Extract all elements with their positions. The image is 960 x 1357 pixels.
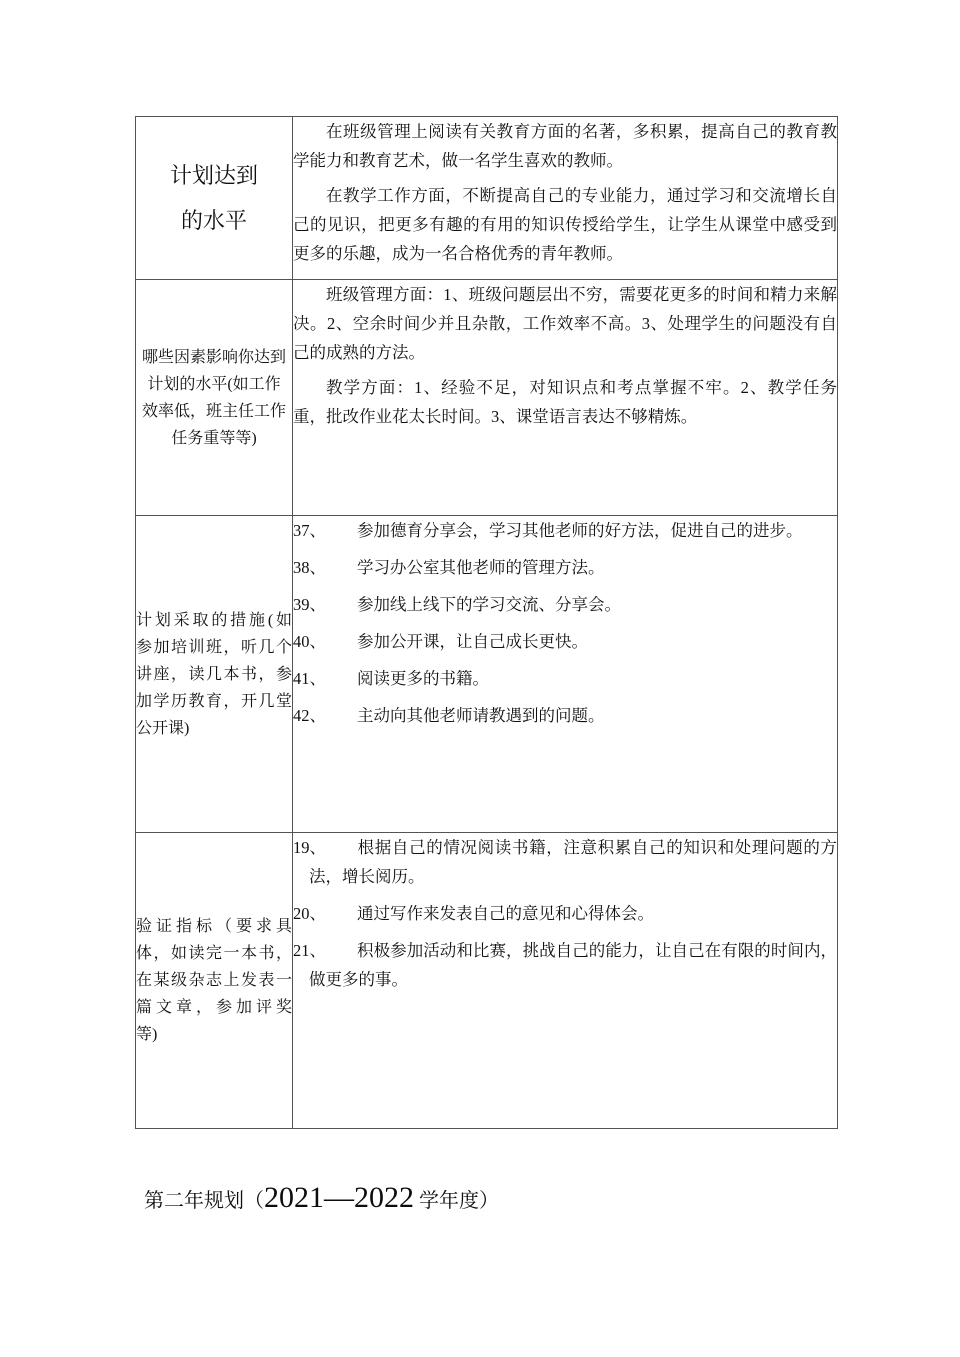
section-heading bbox=[144, 1176, 499, 1223]
heading-prefix: 第二年规划（ bbox=[144, 1190, 264, 1212]
paragraph: 在班级管理上阅读有关教育方面的名著，多积累，提高自己的教育教学能力和教育艺术，做一名学生喜欢的教师。 bbox=[293, 122, 837, 170]
label-line: 效率低，班主任工作 bbox=[141, 402, 286, 420]
list-item-text: 学习办公室其他老师的管理方法。 bbox=[357, 558, 605, 577]
paragraph: 班级管理方面：1、班级问题层出不穷，需要花更多的时间和精力来解决。2、空余时间少并且杂散，工作效率不高。3、处理学生的问题没有自己的成熟的方法。 bbox=[293, 285, 837, 362]
list-item bbox=[293, 833, 837, 891]
list-item-text: 通过写作来发表自己的意见和心得体会。 bbox=[357, 904, 654, 923]
list-item-text: 参加德育分享会，学习其他老师的好方法，促进自己的进步。 bbox=[357, 521, 803, 540]
list-item bbox=[293, 701, 837, 730]
label-line: 任务重等等) bbox=[171, 429, 257, 447]
table-row-planned-level bbox=[136, 117, 838, 280]
row-label-cell bbox=[136, 280, 293, 516]
row-content-cell bbox=[293, 117, 838, 280]
list-item bbox=[293, 553, 837, 582]
label-line: 参加培训班，听几个 bbox=[136, 638, 292, 656]
label-line: 计划的水平(如工作 bbox=[147, 375, 281, 393]
list-item-text: 主动向其他老师请教遇到的问题。 bbox=[357, 706, 605, 725]
row-label-cell bbox=[136, 516, 293, 833]
label-line: 计划达到 bbox=[169, 163, 258, 188]
list-item-number: 38、 bbox=[293, 558, 326, 577]
paragraph: 在教学工作方面，不断提高自己的专业能力，通过学习和交流增长自己的见识，把更多有趣的有用的知识传授给学生，让学生从课堂中感受到更多的乐趣，成为一名合格优秀的青年教师。 bbox=[293, 186, 837, 263]
label-line: 公开课) bbox=[136, 719, 190, 737]
list-item-number: 21、 bbox=[293, 941, 326, 960]
label-line: 验证指标（要求具 bbox=[136, 918, 292, 935]
list-item-number: 40、 bbox=[293, 632, 326, 651]
list-item-text: 参加公开课，让自己成长更快。 bbox=[357, 632, 588, 651]
heading-years: 2021—2022 bbox=[264, 1181, 414, 1214]
row-content-cell bbox=[293, 280, 838, 516]
list-item bbox=[293, 936, 837, 994]
row-label-cell bbox=[136, 833, 293, 1129]
list-item-number: 20、 bbox=[293, 904, 326, 923]
label-line: 等) bbox=[136, 1026, 158, 1043]
row-content-cell bbox=[293, 833, 838, 1129]
list-item bbox=[293, 899, 837, 928]
label-line: 在某级杂志上发表一 bbox=[136, 972, 292, 989]
paragraph: 教学方面：1、经验不足，对知识点和考点掌握不牢。2、教学任务重，批改作业花太长时间。3、课堂语言表达不够精炼。 bbox=[293, 378, 837, 426]
heading-suffix: 学年度） bbox=[414, 1190, 499, 1212]
list-item bbox=[293, 516, 837, 545]
list-item-number: 19、 bbox=[293, 838, 326, 857]
list-item bbox=[293, 590, 837, 619]
list-item-number: 42、 bbox=[293, 706, 326, 725]
table-row-planned-measures bbox=[136, 516, 838, 833]
label-line: 篇文章，参加评奖 bbox=[136, 999, 292, 1016]
list-item-number: 37、 bbox=[293, 521, 326, 540]
label-line: 讲座，读几本书，参 bbox=[136, 665, 292, 683]
list-item-text: 阅读更多的书籍。 bbox=[357, 669, 489, 688]
label-line: 哪些因素影响你达到 bbox=[141, 348, 286, 366]
list-item-text: 参加线上线下的学习交流、分享会。 bbox=[357, 595, 621, 614]
table-row-verification-indicators bbox=[136, 833, 838, 1129]
label-line: 的水平 bbox=[180, 208, 247, 233]
list-item-text: 根据自己的情况阅读书籍，注意积累自己的知识和处理问题的方法，增长阅历。 bbox=[309, 838, 837, 886]
list-item-number: 39、 bbox=[293, 595, 326, 614]
row-content-cell bbox=[293, 516, 838, 833]
row-label-cell bbox=[136, 117, 293, 280]
list-item bbox=[293, 664, 837, 693]
table-row-influencing-factors bbox=[136, 280, 838, 516]
list-item bbox=[293, 627, 837, 656]
label-line: 计划采取的措施(如 bbox=[136, 611, 292, 629]
list-item-text: 积极参加活动和比赛，挑战自己的能力，让自己在有限的时间内，做更多的事。 bbox=[309, 941, 837, 989]
plan-table bbox=[135, 116, 838, 1129]
label-line: 体，如读完一本书， bbox=[136, 945, 292, 962]
list-item-number: 41、 bbox=[293, 669, 326, 688]
label-line: 加学历教育，开几堂 bbox=[136, 692, 292, 710]
